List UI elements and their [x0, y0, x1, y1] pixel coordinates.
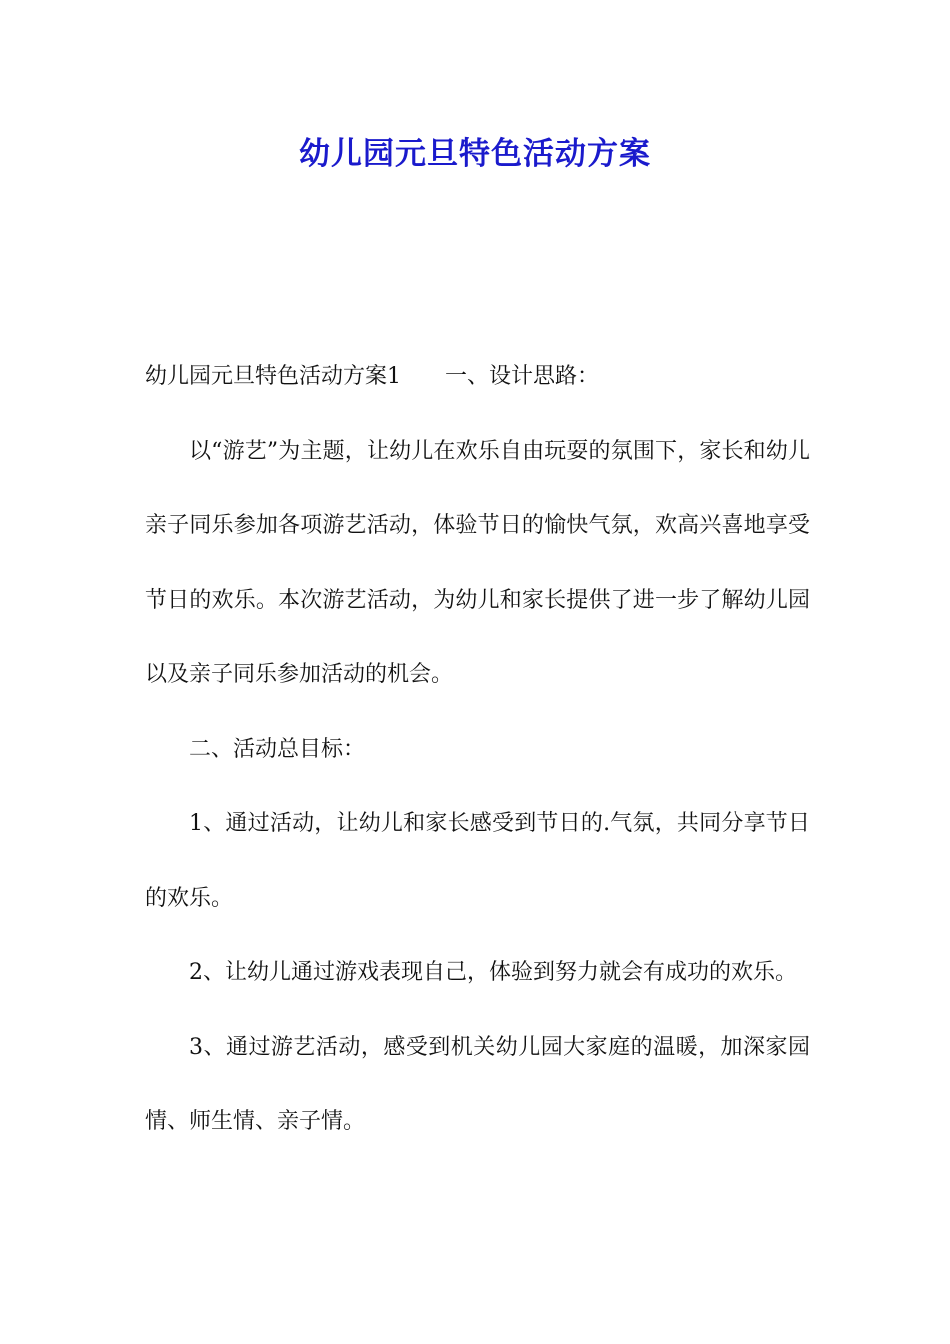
goal-item-2: 2、让幼儿通过游戏表现自己，体验到努力就会有成功的欢乐。	[189, 960, 797, 985]
section-heading-line	[145, 340, 810, 415]
goal-item-1: 1、通过活动，让幼儿和家长感受到节日的.气氛，共同分享节日的欢乐。	[145, 811, 810, 911]
paragraph-intro: 以“游艺”为主题，让幼儿在欢乐自由玩耍的氛围下，家长和幼儿亲子同乐参加各项游艺活动，体验节日的愉快气氛，欢高兴喜地享受节日的欢乐。本次游艺活动，为幼儿和家长提供了进一步了解幼儿园以及亲子同乐参加活动的机会。	[145, 438, 810, 687]
plan-heading: 幼儿园元旦特色活动方案1	[145, 364, 401, 389]
document-body	[145, 340, 810, 1160]
section-heading-goals: 二、活动总目标：	[189, 736, 366, 762]
document-title: 幼儿园元旦特色活动方案	[299, 136, 651, 172]
section-heading-design: 一、设计思路：	[445, 364, 600, 389]
goal-item-3: 3、通过游艺活动，感受到机关幼儿园大家庭的温暖，加深家园情、师生情、亲子情。	[145, 1034, 810, 1134]
